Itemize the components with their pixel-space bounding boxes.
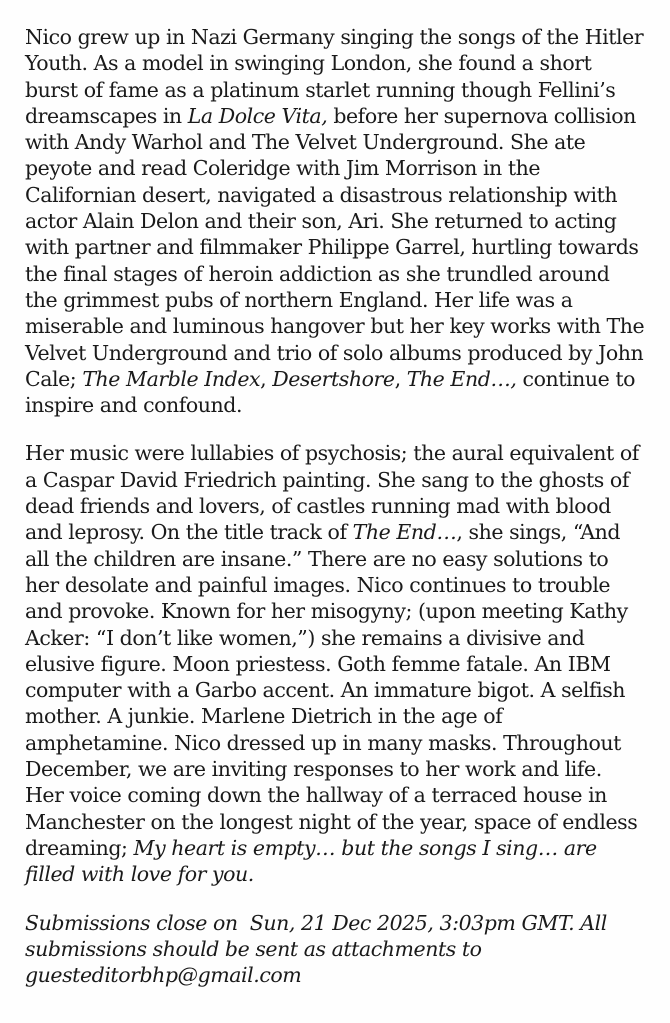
italic-text-run: Desertshore bbox=[272, 366, 395, 391]
text-run: Nico grew up in Nazi Germany singing the songs of the Hitler Youth. As a model in swinging London, she found a short burst of fame as a platinum starlet running though Fellini’s dreamscapes in bbox=[25, 25, 644, 128]
italic-text-run: Submissions close on Sun, 21 Dec 2025, 3:03pm GMT. All submissions should be sent as attachments to bbox=[25, 910, 607, 961]
paragraph-nico-music bbox=[25, 440, 646, 887]
italic-text-run: My heart is empty… but the songs I sing… are filled with love for you. bbox=[25, 835, 597, 887]
text-run: Her music were lullabies of psychosis; the aural equivalent of a Caspar David Friedrich painting. She sang to the ghosts of dead friends and lovers, of castles running mad with blood and leprosy. On the title track of bbox=[25, 441, 639, 545]
text-run: , bbox=[394, 366, 407, 391]
italic-text-run: The End…, bbox=[406, 366, 517, 391]
italic-text-run: The Marble Index bbox=[82, 366, 261, 391]
text-run: continue to inspire and confound. bbox=[25, 366, 636, 418]
text-run: , bbox=[260, 366, 273, 391]
email-address: guesteditorbhp@gmail.com bbox=[25, 963, 302, 988]
italic-text-run: La Dolce Vita, bbox=[187, 103, 328, 128]
text-run: , she sings, “And all the children are insane.” There are no easy solutions to her desolate and painful images. Nico continues to trouble and provoke. Known for her misogyny; (upon meeting Kathy Acker: “I don’t like women,”) she remains a divisive and elusive figure. Moon priestess. Goth femme fatale. An IBM computer with a Garbo accent. An immature bigot. A selfish mother. A junkie. Marlene Dietrich in the age of amphetamine. Nico dressed up in many masks. Throughout December, we are inviting responses to her work and life. Her voice coming down the hallway of a terraced house in Manchester on the longest night of the year, space of endless dreaming; bbox=[25, 520, 638, 860]
italic-text-run: The End… bbox=[352, 520, 457, 545]
document-text bbox=[25, 24, 646, 988]
text-run: before her supernova collision with Andy Warhol and The Velvet Underground. She ate peyote and read Coleridge with Jim Morrison in the Californian desert, navigated a disastrous relationship with actor Alain Delon and their son, Ari. She returned to acting with partner and filmmaker Philippe Garrel, hurtling towards the final stages of heroin addiction as she trundled around the grimmest pubs of northern England. Her life was a miserable and luminous hangover but her key works with The Velvet Underground and trio of solo albums produced by John Cale; bbox=[25, 103, 645, 391]
paragraph-submission-details bbox=[25, 910, 646, 989]
paragraph-nico-bio bbox=[25, 24, 646, 418]
